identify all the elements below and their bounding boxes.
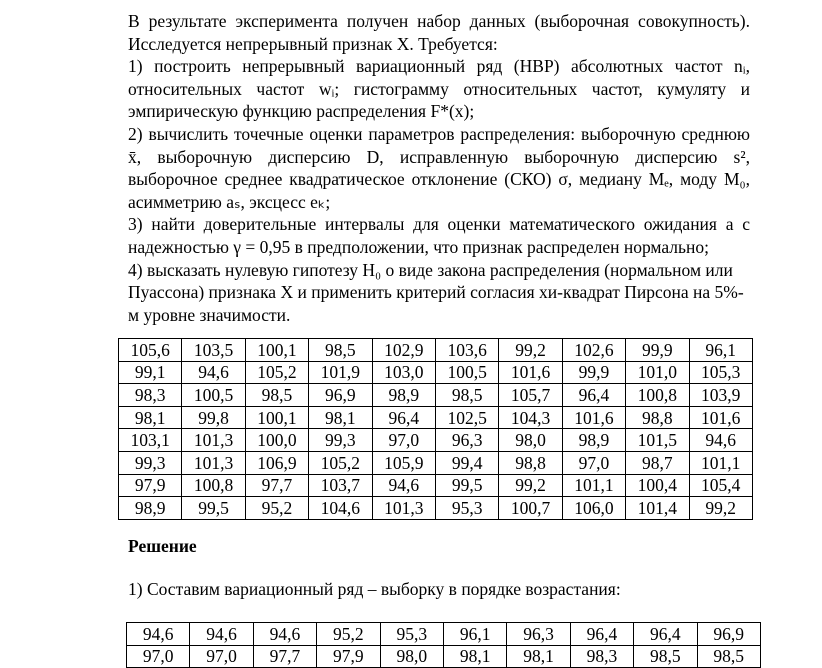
table-cell: 96,4 bbox=[570, 623, 633, 646]
table-cell: 105,6 bbox=[119, 339, 182, 362]
table-cell: 98,8 bbox=[499, 451, 562, 474]
table-cell: 102,9 bbox=[372, 339, 435, 362]
table-cell: 97,0 bbox=[127, 645, 190, 668]
table-cell: 99,5 bbox=[435, 474, 498, 497]
table-cell: 98,0 bbox=[380, 645, 443, 668]
table-cell: 105,3 bbox=[689, 361, 752, 384]
table-cell: 101,6 bbox=[499, 361, 562, 384]
table-cell: 97,0 bbox=[562, 451, 625, 474]
table-cell: 105,4 bbox=[689, 474, 752, 497]
table-row bbox=[119, 384, 753, 407]
table-cell: 99,3 bbox=[119, 451, 182, 474]
table-cell: 97,7 bbox=[253, 645, 316, 668]
sorted-sample-table bbox=[126, 622, 761, 668]
table-cell: 98,3 bbox=[119, 384, 182, 407]
table-cell: 105,7 bbox=[499, 384, 562, 407]
table-cell: 95,3 bbox=[435, 497, 498, 520]
table-cell: 99,3 bbox=[309, 429, 372, 452]
table-cell: 98,3 bbox=[570, 645, 633, 668]
table-cell: 98,0 bbox=[499, 429, 562, 452]
table-cell: 102,6 bbox=[562, 339, 625, 362]
table-cell: 98,7 bbox=[626, 451, 689, 474]
table-cell: 100,1 bbox=[245, 339, 308, 362]
sample-data-table bbox=[118, 338, 753, 520]
table-row bbox=[119, 497, 753, 520]
table-cell: 103,5 bbox=[182, 339, 245, 362]
table-cell: 103,0 bbox=[372, 361, 435, 384]
table-cell: 94,6 bbox=[253, 623, 316, 646]
table-cell: 101,6 bbox=[689, 406, 752, 429]
task-intro: В результате эксперимента получен набор данных (выборочная совокупность). Исследуется непрерывный признак X. Требуется: bbox=[128, 11, 750, 54]
table-cell: 106,9 bbox=[245, 451, 308, 474]
table-cell: 100,7 bbox=[499, 497, 562, 520]
table-row bbox=[127, 645, 761, 668]
table-cell: 94,6 bbox=[689, 429, 752, 452]
table-cell: 101,4 bbox=[626, 497, 689, 520]
table-cell: 104,6 bbox=[309, 497, 372, 520]
table-cell: 100,5 bbox=[435, 361, 498, 384]
table-cell: 101,1 bbox=[562, 474, 625, 497]
table-cell: 99,2 bbox=[499, 474, 562, 497]
table-cell: 99,8 bbox=[182, 406, 245, 429]
table-cell: 103,1 bbox=[119, 429, 182, 452]
table-cell: 94,6 bbox=[372, 474, 435, 497]
table-cell: 98,9 bbox=[119, 497, 182, 520]
table-cell: 96,9 bbox=[309, 384, 372, 407]
table-cell: 103,7 bbox=[309, 474, 372, 497]
task-item-1: 1) построить непрерывный вариационный ряд (НВР) абсолютных частот nᵢ, относительных частот wᵢ; гистограмму относительных частот, кумуляту и эмпирическую функцию распределения F*(x); bbox=[128, 56, 750, 122]
table-cell: 105,2 bbox=[245, 361, 308, 384]
table-cell: 97,9 bbox=[317, 645, 380, 668]
table-cell: 103,6 bbox=[435, 339, 498, 362]
table-cell: 100,8 bbox=[182, 474, 245, 497]
table-cell: 99,9 bbox=[626, 339, 689, 362]
table-cell: 104,3 bbox=[499, 406, 562, 429]
table-cell: 99,4 bbox=[435, 451, 498, 474]
table-cell: 101,3 bbox=[182, 429, 245, 452]
table-cell: 101,1 bbox=[689, 451, 752, 474]
table-row bbox=[127, 623, 761, 646]
table-cell: 97,0 bbox=[372, 429, 435, 452]
table-cell: 100,0 bbox=[245, 429, 308, 452]
table-cell: 97,0 bbox=[190, 645, 253, 668]
task-statement bbox=[128, 10, 750, 326]
table-row bbox=[119, 339, 753, 362]
table-cell: 95,3 bbox=[380, 623, 443, 646]
table-cell: 100,5 bbox=[182, 384, 245, 407]
table-cell: 105,2 bbox=[309, 451, 372, 474]
table-cell: 94,6 bbox=[190, 623, 253, 646]
table-row bbox=[119, 429, 753, 452]
table-cell: 98,5 bbox=[245, 384, 308, 407]
table-cell: 94,6 bbox=[182, 361, 245, 384]
table-cell: 96,1 bbox=[689, 339, 752, 362]
table-cell: 99,2 bbox=[499, 339, 562, 362]
table-cell: 97,7 bbox=[245, 474, 308, 497]
table-cell: 101,3 bbox=[182, 451, 245, 474]
table-cell: 96,4 bbox=[634, 623, 697, 646]
table-cell: 95,2 bbox=[245, 497, 308, 520]
table-cell: 96,4 bbox=[372, 406, 435, 429]
table-cell: 100,8 bbox=[626, 384, 689, 407]
table-cell: 96,9 bbox=[697, 623, 760, 646]
table-cell: 98,1 bbox=[443, 645, 506, 668]
table-cell: 101,6 bbox=[562, 406, 625, 429]
table-cell: 101,3 bbox=[372, 497, 435, 520]
table-cell: 98,9 bbox=[562, 429, 625, 452]
table-cell: 98,1 bbox=[507, 645, 570, 668]
table-cell: 96,3 bbox=[507, 623, 570, 646]
table-cell: 98,1 bbox=[309, 406, 372, 429]
table-cell: 102,5 bbox=[435, 406, 498, 429]
table-cell: 98,8 bbox=[626, 406, 689, 429]
table-cell: 97,9 bbox=[119, 474, 182, 497]
table-cell: 105,9 bbox=[372, 451, 435, 474]
table-cell: 99,9 bbox=[562, 361, 625, 384]
table-cell: 101,9 bbox=[309, 361, 372, 384]
solution-heading: Решение bbox=[128, 536, 197, 556]
table-cell: 98,5 bbox=[309, 339, 372, 362]
table-row bbox=[119, 474, 753, 497]
table-cell: 98,5 bbox=[697, 645, 760, 668]
task-item-2: 2) вычислить точечные оценки параметров распределения: выборочную среднюю x̄, выборочную дисперсию D, исправленную выборочную дисперсию s², выборочное среднее квадратическое отклонение (СКО) σ, медиану Mₑ, моду M₀, асимметрию aₛ, эксцесс eₖ; bbox=[128, 123, 750, 212]
table-cell: 100,1 bbox=[245, 406, 308, 429]
task-item-4: 4) высказать нулевую гипотезу H₀ о виде закона распределения (нормальном или Пуассона) признака X и применить критерий согласия хи-квадрат Пирсона на 5%-м уровне значимости. bbox=[128, 259, 744, 325]
table-cell: 96,1 bbox=[443, 623, 506, 646]
table-row bbox=[119, 406, 753, 429]
table-cell: 96,3 bbox=[435, 429, 498, 452]
table-cell: 99,5 bbox=[182, 497, 245, 520]
table-cell: 98,5 bbox=[634, 645, 697, 668]
table-cell: 100,4 bbox=[626, 474, 689, 497]
table-cell: 98,5 bbox=[435, 384, 498, 407]
table-cell: 98,9 bbox=[372, 384, 435, 407]
table-cell: 99,1 bbox=[119, 361, 182, 384]
table-cell: 95,2 bbox=[317, 623, 380, 646]
table-cell: 99,2 bbox=[689, 497, 752, 520]
table-cell: 101,5 bbox=[626, 429, 689, 452]
table-cell: 101,0 bbox=[626, 361, 689, 384]
table-cell: 106,0 bbox=[562, 497, 625, 520]
table-cell: 96,4 bbox=[562, 384, 625, 407]
table-row bbox=[119, 361, 753, 384]
task-item-3: 3) найти доверительные интервалы для оценки математического ожидания a с надежностью γ = 0,95 в предположении, что признак распределен нормально; bbox=[128, 214, 750, 257]
solution-step-1: 1) Составим вариационный ряд – выборку в порядке возрастания: bbox=[128, 579, 621, 599]
table-cell: 98,1 bbox=[119, 406, 182, 429]
table-row bbox=[119, 451, 753, 474]
table-cell: 94,6 bbox=[127, 623, 190, 646]
table-cell: 103,9 bbox=[689, 384, 752, 407]
